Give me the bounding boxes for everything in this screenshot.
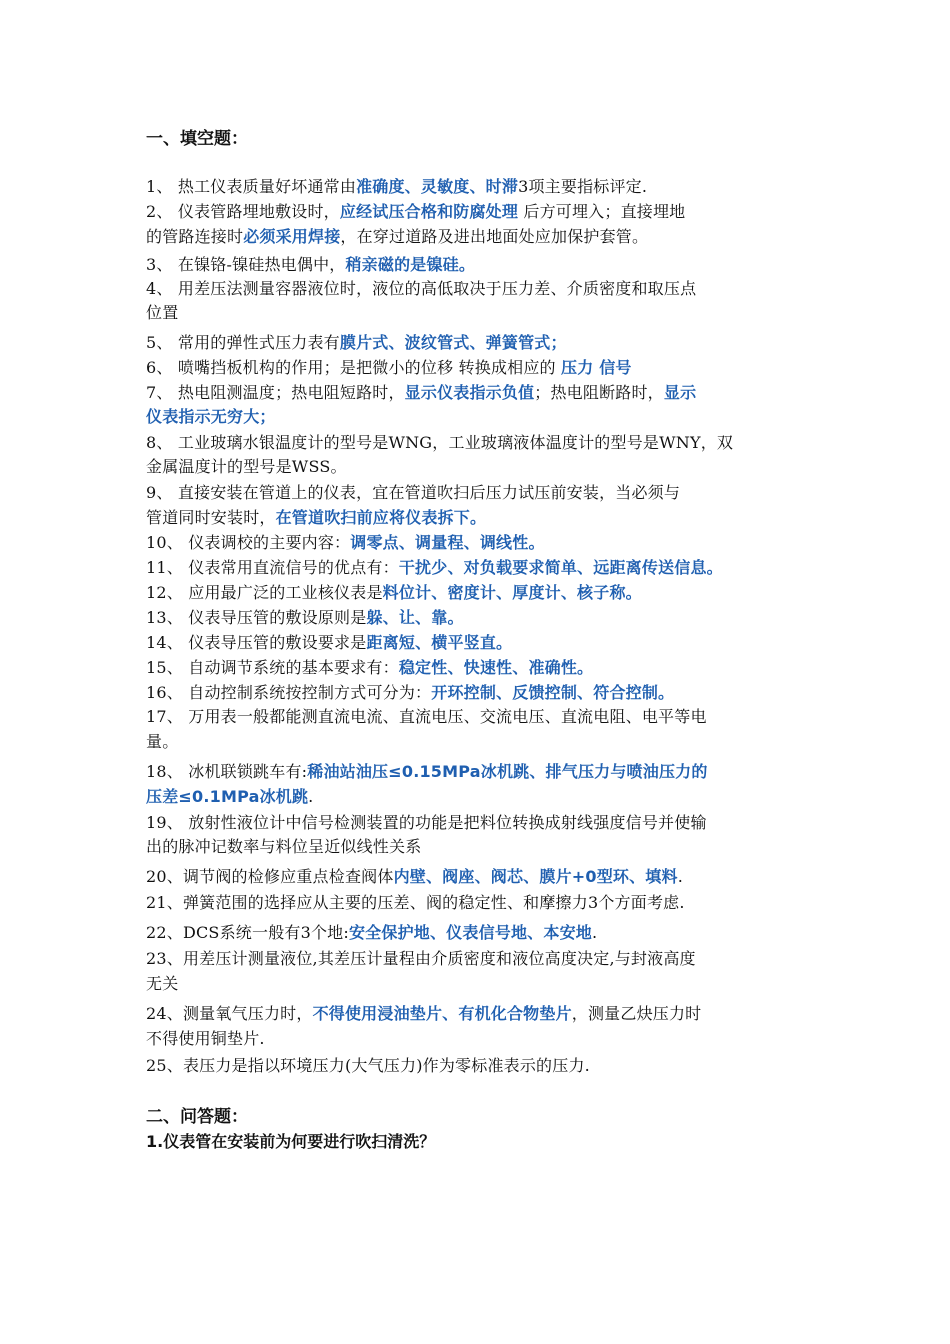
answer-text: 19、 放射性液位计中信号检测装置的功能是把料位转换成射线强度信号并使输 — [146, 813, 707, 832]
answer-line — [146, 631, 512, 655]
answer-text: 25、表压力是指以环境压力(大气压力)作为零标准表示的压力. — [146, 1056, 590, 1075]
answer-text: 21、弹簧范围的选择应从主要的压差、阀的稳定性、和摩擦力3个方面考虑. — [146, 893, 685, 912]
answer-highlight: 压差≤0.1MPa冰机跳 — [146, 787, 309, 806]
answer-line — [146, 225, 648, 249]
answer-text: 17、 万用表一般都能测直流电流、直流电压、交流电压、直流电阻、电平等电 — [146, 707, 707, 726]
answer-line — [146, 760, 708, 784]
answer-line — [146, 705, 707, 729]
answer-text: . — [677, 867, 683, 886]
answer-text: 管道同时安装时， — [146, 508, 276, 527]
answer-line — [146, 785, 313, 809]
answer-highlight: 调零点、调量程、调线性。 — [350, 533, 545, 552]
answer-line — [146, 1054, 590, 1078]
answer-text: 11、 仪表常用直流信号的优点有： — [146, 558, 399, 577]
answer-line — [146, 175, 647, 199]
answer-highlight: 开环控制、反馈控制、符合控制。 — [431, 683, 675, 702]
answer-line — [146, 455, 347, 479]
answer-text: 不得使用铜垫片. — [146, 1029, 265, 1048]
answer-text: 12、 应用最广泛的工业核仪表是 — [146, 583, 383, 602]
answer-text: 9、 直接安装在管道上的仪表，宜在管道吹扫后压力试压前安装，当必须与 — [146, 483, 681, 502]
answer-highlight: 距离短、横平竖直。 — [366, 633, 513, 652]
answer-line — [146, 865, 683, 889]
answer-line — [146, 405, 276, 429]
answer-text: 1、 热工仪表质量好坏通常由 — [146, 177, 357, 196]
answer-highlight: 躲、让、靠。 — [366, 608, 464, 627]
answer-text: 20、调节阀的检修应重点检查阀体 — [146, 867, 394, 886]
answer-text: 16、 自动控制系统按控制方式可分为： — [146, 683, 432, 702]
answer-highlight: 必须采用焊接 — [243, 227, 341, 246]
answer-text: 出的脉冲记数率与料位呈近似线性关系 — [146, 837, 422, 856]
answer-line — [146, 253, 475, 277]
answer-text: 18、 冰机联锁跳车有: — [146, 762, 308, 781]
answer-line — [146, 531, 545, 555]
answer-text: ，在穿过道路及进出地面处应加保护套管。 — [340, 227, 649, 246]
answer-line — [146, 356, 632, 380]
answer-line — [146, 947, 696, 971]
answer-line — [146, 331, 567, 355]
answer-line — [146, 835, 421, 859]
answer-line — [146, 556, 723, 580]
answer-text: ，测量乙炔压力时 — [571, 1004, 702, 1023]
answer-highlight: 在管道吹扫前应将仪表拆下。 — [275, 508, 487, 527]
answer-text: 7、 热电阻测温度；热电阻短路时， — [146, 383, 405, 402]
answer-line — [146, 656, 593, 680]
answer-text: 位置 — [146, 303, 179, 322]
answer-line — [146, 681, 674, 705]
answer-text: 23、用差压计测量液位,其差压计量程由介质密度和液位高度决定,与封液高度 — [146, 949, 696, 968]
answer-text: . — [308, 787, 314, 806]
answer-text: 3项主要指标评定. — [518, 177, 648, 196]
answer-text: 后方可埋入；直接埋地 — [518, 202, 686, 221]
answer-line — [146, 1002, 701, 1026]
answer-text: 量。 — [146, 732, 179, 751]
answer-text: 3、 在镍铬-镍硅热电偶中， — [146, 255, 346, 274]
answer-text: 2、 仪表管路埋地敷设时， — [146, 202, 340, 221]
answer-line — [146, 277, 696, 301]
answer-line — [146, 972, 178, 996]
question-1: 1.仪表管在安装前为何要进行吹扫清洗？ — [146, 1132, 436, 1151]
answer-text: 的管路连接时 — [146, 227, 244, 246]
section-title-qa: 二、问答题： — [146, 1107, 248, 1127]
answer-highlight: 显示仪表指示负值 — [404, 383, 535, 402]
answer-text: 金属温度计的型号是WSS。 — [146, 457, 347, 476]
answer-line — [146, 506, 486, 530]
answer-highlight: 稀油站油压≤0.15MPa冰机跳、排气压力与喷油压力的 — [307, 762, 708, 781]
answer-highlight: 安全保护地、仪表信号地、本安地 — [348, 923, 592, 942]
answer-text: 5、 常用的弹性式压力表有 — [146, 333, 340, 352]
answer-line — [146, 921, 597, 945]
answer-highlight: 干扰少、对负载要求简单、远距离传送信息。 — [398, 558, 723, 577]
answer-text: . — [591, 923, 598, 942]
answer-line — [146, 200, 685, 224]
answer-line — [146, 606, 464, 630]
answer-line — [146, 481, 680, 505]
answer-text: 6、 喷嘴挡板机构的作用；是把微小的位移 转换成相应的 — [146, 358, 562, 377]
answer-highlight: 料位计、密度计、厚度计、核子称。 — [382, 583, 642, 602]
answer-text: 24、测量氧气压力时， — [146, 1004, 313, 1023]
answer-text: 22、DCS系统一般有3个地: — [146, 923, 349, 942]
answer-line — [146, 381, 696, 405]
answer-line — [146, 581, 642, 605]
answer-highlight: 膜片式、波纹管式、弹簧管式； — [339, 333, 567, 352]
answer-text: 10、 仪表调校的主要内容： — [146, 533, 351, 552]
answer-highlight: 压力 信号 — [561, 358, 632, 377]
answer-line — [146, 891, 685, 915]
answer-highlight: 稍亲磁的是镍硅。 — [345, 255, 476, 274]
answer-text: ；热电阻断路时， — [534, 383, 664, 402]
answer-text: 13、 仪表导压管的敷设原则是 — [146, 608, 367, 627]
answer-line — [146, 301, 178, 325]
section-title-fill-in: 一、填空题： — [146, 129, 248, 149]
answer-highlight: 准确度、灵敏度、时滞 — [356, 177, 519, 196]
answer-highlight: 仪表指示无穷大； — [146, 407, 276, 426]
answer-text: 无关 — [146, 974, 179, 993]
answer-highlight: 稳定性、快速性、准确性。 — [398, 658, 594, 677]
answer-line — [146, 730, 178, 754]
answer-line — [146, 431, 733, 455]
answer-highlight: 内壁、阀座、阀芯、膜片+0型环、填料 — [393, 867, 678, 886]
answer-text: 15、 自动调节系统的基本要求有： — [146, 658, 399, 677]
answer-text: 14、 仪表导压管的敷设要求是 — [146, 633, 367, 652]
answer-line — [146, 1027, 265, 1051]
answer-text: 8、 工业玻璃水银温度计的型号是WNG，工业玻璃液体温度计的型号是WNY，双 — [146, 433, 734, 452]
answer-line — [146, 811, 707, 835]
answer-highlight: 不得使用浸油垫片、有机化合物垫片 — [312, 1004, 572, 1023]
answer-highlight: 应经试压合格和防腐处理 — [339, 202, 519, 221]
answer-text: 4、 用差压法测量容器液位时，液位的高低取决于压力差、介质密度和取压点 — [146, 279, 697, 298]
answer-highlight: 显示 — [663, 383, 697, 402]
